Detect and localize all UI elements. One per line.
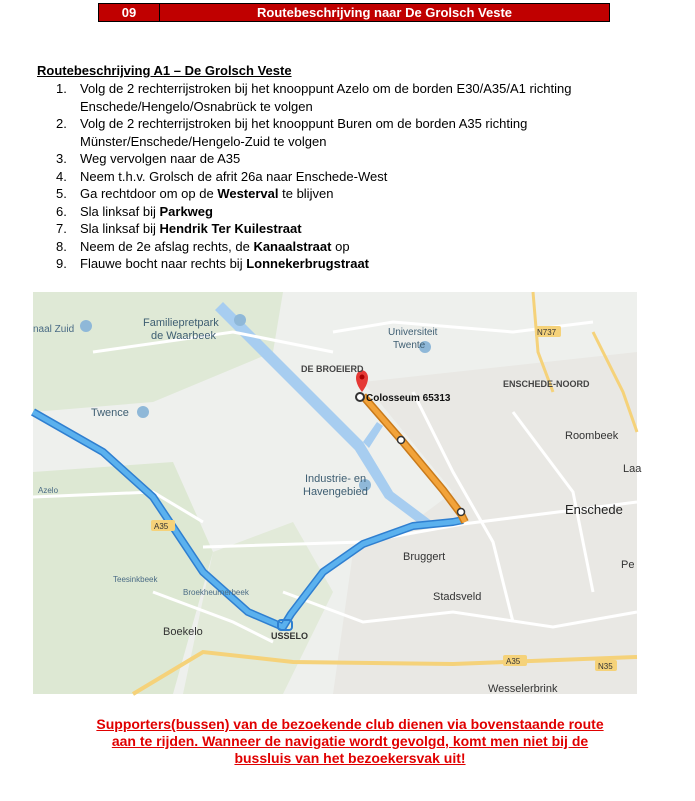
route-step: 8. Neem de 2e afslag rechts, de Kanaalstraat op (56, 238, 350, 254)
street-name: Lonnekerbrugstraat (246, 256, 370, 271)
map-label: Boekelo (163, 626, 203, 638)
map-label: Stadsveld (433, 591, 482, 603)
map-label: Industrie- en (305, 473, 367, 485)
poi-icon (234, 314, 246, 326)
park-area (33, 292, 283, 412)
map-label: Twente (393, 340, 426, 351)
road-badge: A35 (506, 657, 521, 666)
road-badge: N737 (537, 328, 557, 337)
map-label: naal Zuid (33, 324, 75, 335)
section-number: 09 (99, 4, 160, 21)
supporters-warning: Supporters(bussen) van de bezoekende club dienen via bovenstaande route aan te rijden. Wanneer de navigatie wordt gevolgd, komt men niet bij de bussluis van het bezoekersvak uit! (96, 716, 604, 766)
map-label: DE BROEIERD (301, 364, 364, 374)
route-waypoint (458, 509, 465, 516)
poi-icon (137, 406, 149, 418)
route-step: 5. Ga rechtdoor om op de Westerval te blijven (56, 186, 334, 201)
map-label: Wesselerbrink (488, 683, 558, 695)
map-label: Broekheurnerbeek (183, 588, 249, 597)
destination-label: Colosseum 65313 (366, 393, 451, 404)
map-label: Bruggert (403, 551, 446, 563)
route-step: 7. Sla linksaf bij Hendrik Ter Kuilestraat (56, 221, 302, 236)
route-map[interactable] (33, 292, 642, 695)
street-name: Westerval (217, 186, 279, 201)
section-header (98, 3, 610, 22)
map-label: Havengebied (303, 486, 368, 498)
route-step: 9. Flauwe bocht naar rechts bij Lonnekerbrugstraat (56, 256, 370, 271)
route-step: 2. Volg de 2 rechterrijstroken bij het knooppunt Buren om de borden A35 richting Münster/Enschede/Hengelo-Zuid te volgen (56, 116, 528, 149)
map-label: Enschede (565, 502, 623, 517)
map-label: USSELO (271, 631, 309, 641)
street-name: Kanaalstraat (253, 238, 332, 254)
map-label: Teesinkbeek (113, 575, 158, 584)
destination-pin-dot (360, 375, 365, 380)
route-steps (56, 80, 616, 273)
map-label: Familiepretpark (143, 317, 219, 329)
section-header-title: Routebeschrijving naar De Grolsch Veste (256, 5, 513, 20)
route-step: 3. Weg vervolgen naar de A35 (56, 151, 241, 166)
route-waypoint (398, 437, 405, 444)
road-badge: N35 (598, 662, 613, 671)
destination-marker (356, 393, 364, 401)
map-label: de Waarbeek (151, 330, 217, 342)
route-step: 1. Volg de 2 rechterrijstroken bij het knooppunt Azelo om de borden E30/A35/A1 richting Enschede/Hengelo/Osnabrück te volgen (56, 81, 572, 114)
map-label: Pe (621, 559, 635, 571)
route-map-svg (33, 292, 642, 695)
route-step: 6. Sla linksaf bij Parkweg (56, 203, 213, 219)
map-label: Roombeek (565, 430, 619, 442)
map-label: Azelo (38, 486, 59, 495)
map-label: ENSCHEDE-NOORD (503, 379, 590, 389)
poi-icon (80, 320, 92, 332)
street-name: Parkweg (159, 203, 213, 219)
route-title: Routebeschrijving A1 – De Grolsch Veste (37, 63, 292, 78)
map-label: Universiteit (388, 327, 438, 338)
map-label: Laa (623, 463, 642, 475)
road-badge: A35 (154, 522, 169, 531)
canal-water (363, 422, 383, 448)
street-name: Hendrik Ter Kuilestraat (159, 221, 302, 236)
route-step: 4. Neem t.h.v. Grolsch de afrit 26a naar Enschede-West (56, 168, 388, 184)
map-label: Twence (91, 407, 129, 419)
